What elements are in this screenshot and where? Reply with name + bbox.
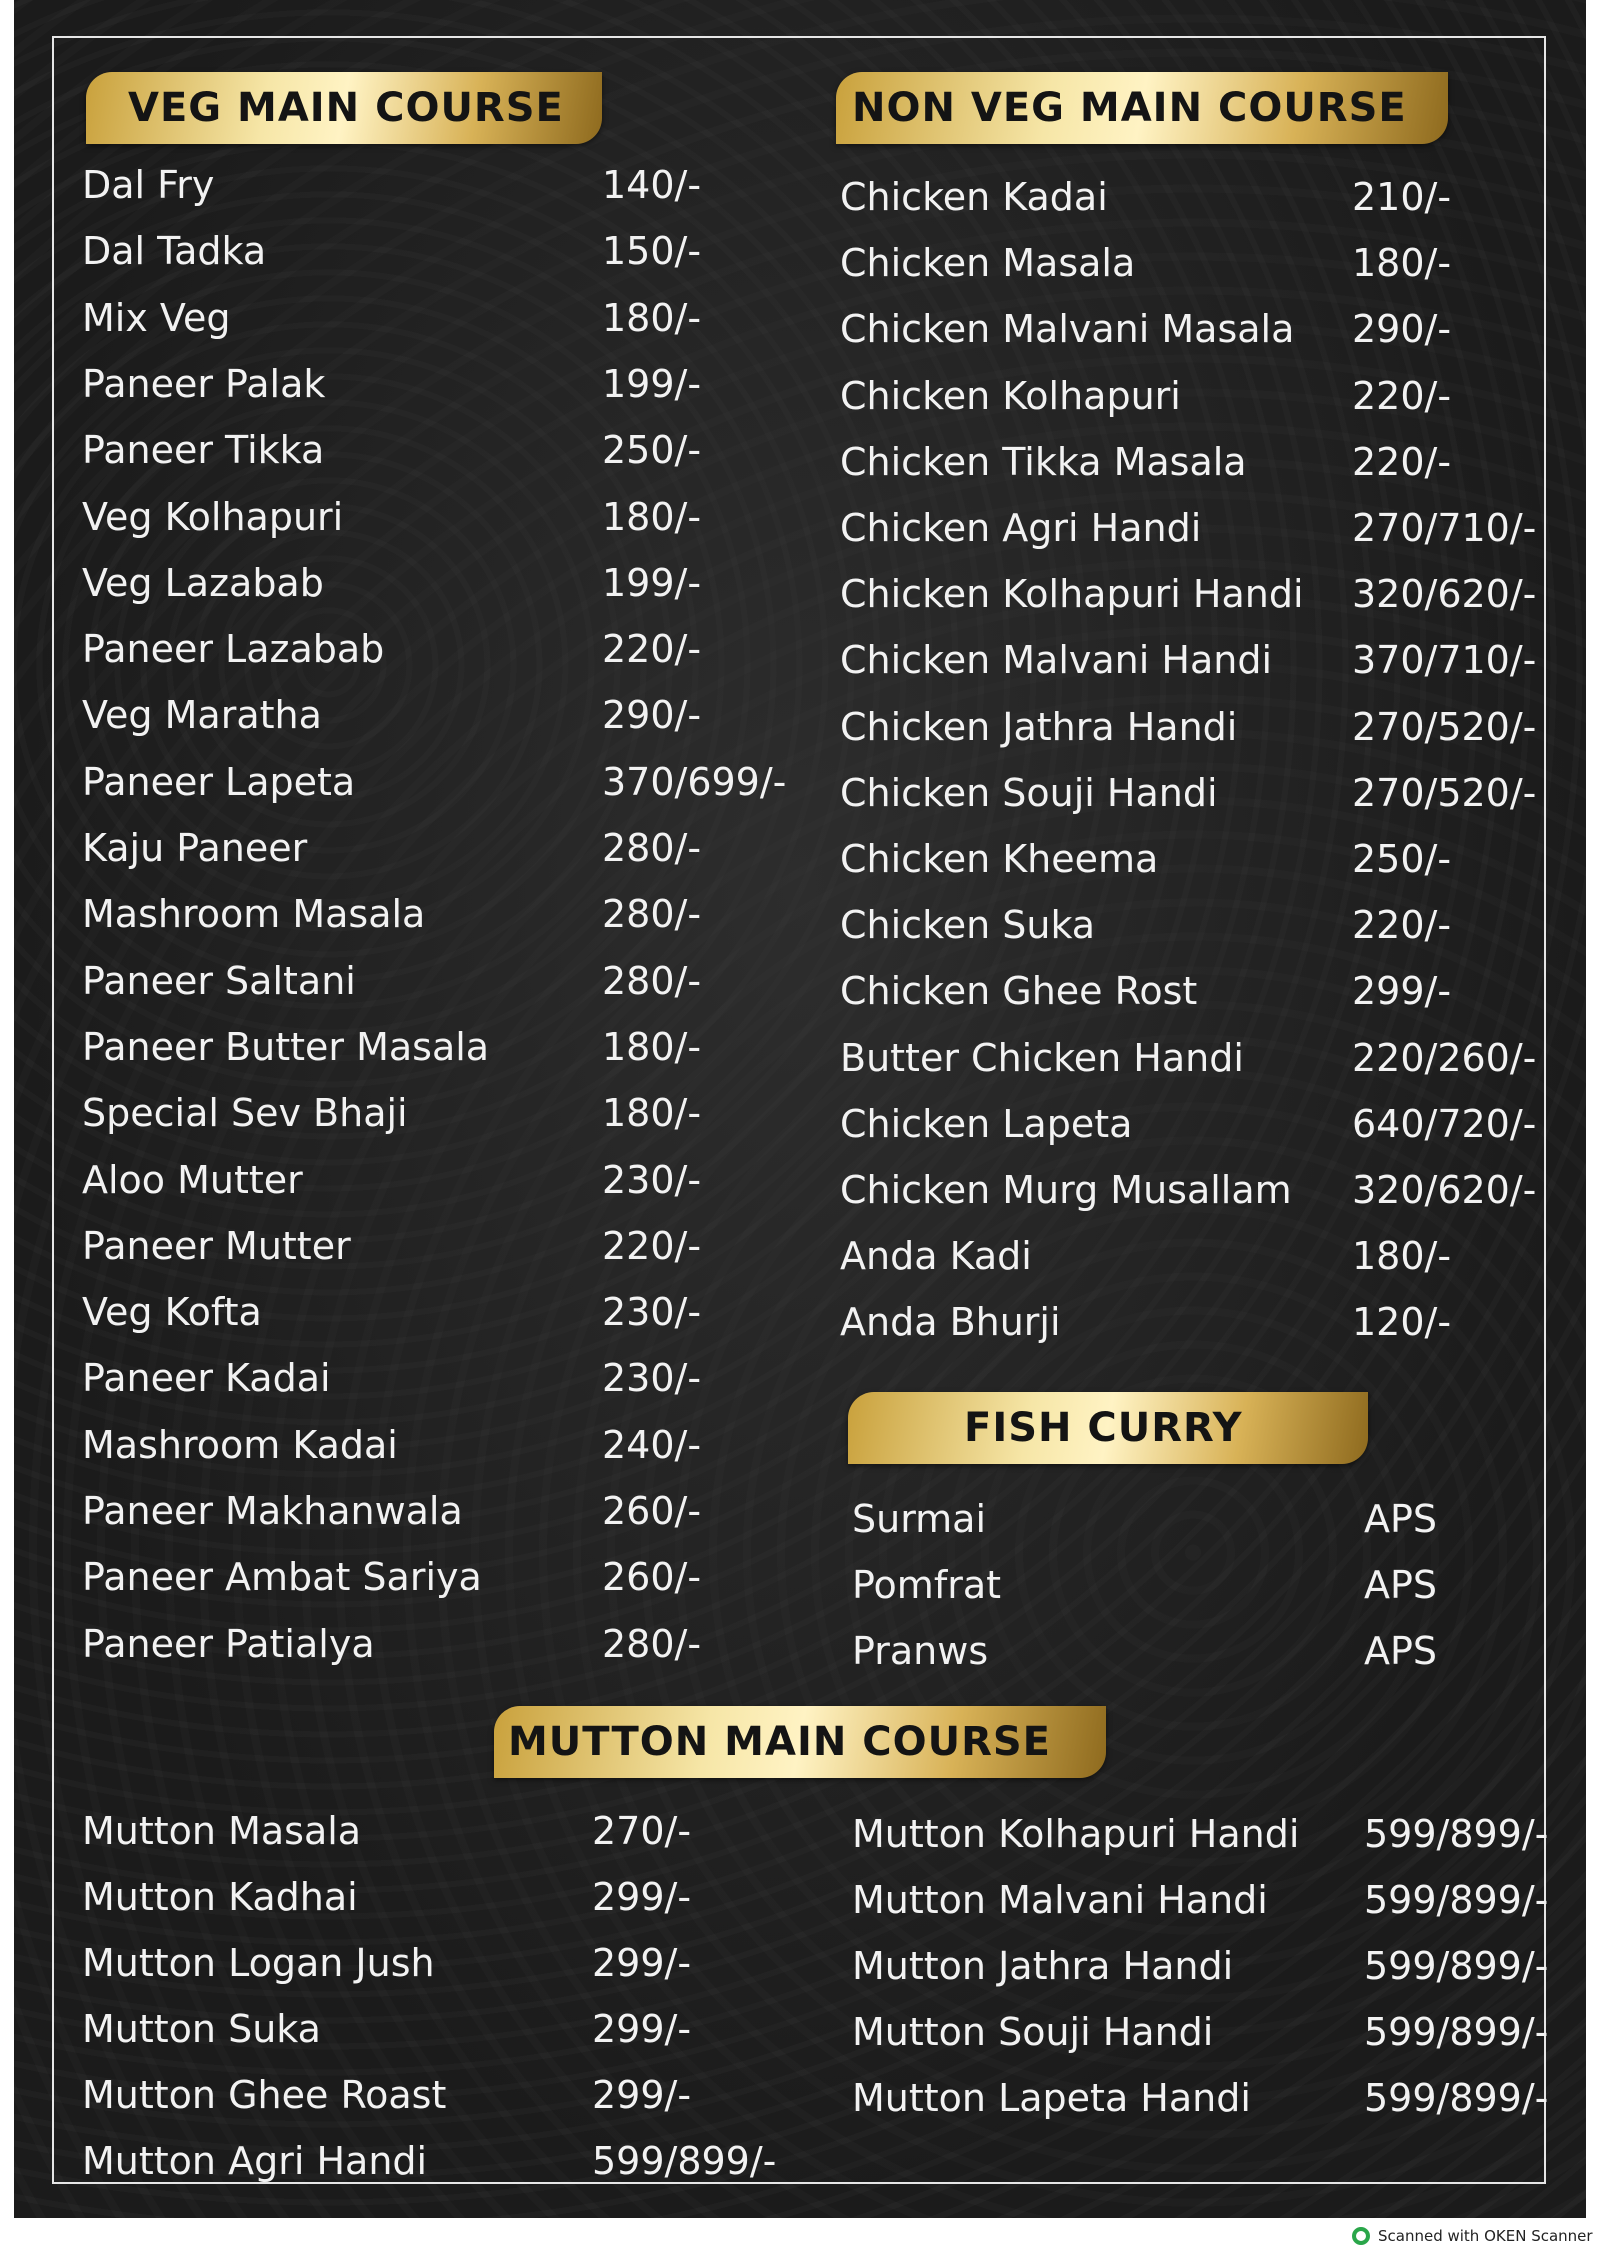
menu-item-price: 270/520/- xyxy=(1352,704,1537,749)
menu-item-name: Mutton Masala xyxy=(82,1809,362,1853)
menu-item-price: 240/- xyxy=(602,1422,702,1467)
menu-item-price: 270/520/- xyxy=(1352,770,1537,815)
menu-item-price: 220/260/- xyxy=(1352,1035,1537,1080)
menu-item-name: Mutton Logan Jush xyxy=(82,1941,435,1985)
menu-item-price: 299/- xyxy=(592,2007,692,2051)
menu-item-price: 230/- xyxy=(602,1290,702,1335)
menu-item-name: Veg Lazabab xyxy=(82,560,324,605)
menu-item-name: Chicken Suka xyxy=(840,903,1096,948)
menu-item-name: Aloo Mutter xyxy=(82,1157,303,1202)
menu-item-price: 220/- xyxy=(1352,439,1452,484)
scanner-footer xyxy=(1352,2227,1593,2245)
fish-title: FISH CURRY xyxy=(964,1405,1243,1451)
nonveg-banner xyxy=(836,72,1448,144)
menu-item-name: Surmai xyxy=(852,1497,987,1541)
menu-item-price: 220/- xyxy=(602,627,702,672)
menu-item-name: Veg Maratha xyxy=(82,693,322,738)
menu-item-price: 599/899/- xyxy=(1364,2076,1549,2120)
menu-item-price: 250/- xyxy=(602,428,702,473)
menu-item-price: 199/- xyxy=(602,361,702,406)
menu-item-price: 180/- xyxy=(602,295,702,340)
menu-item-name: Mutton Jathra Handi xyxy=(852,1944,1234,1988)
menu-item-price: 270/- xyxy=(592,1809,692,1853)
menu-item-price: 599/899/- xyxy=(1364,2010,1549,2054)
menu-item-price: 299/- xyxy=(592,1875,692,1919)
menu-item-name: Veg Kolhapuri xyxy=(82,494,344,539)
menu-item-name: Mutton Souji Handi xyxy=(852,2010,1214,2054)
menu-item-name: Paneer Palak xyxy=(82,361,326,406)
scanner-logo-icon xyxy=(1352,2227,1370,2245)
menu-item-price: 260/- xyxy=(602,1555,702,1600)
menu-item-name: Chicken Souji Handi xyxy=(840,770,1218,815)
menu-item-price: 599/899/- xyxy=(1364,1878,1549,1922)
menu-item-price: 599/899/- xyxy=(592,2139,777,2183)
menu-item-name: Anda Bhurji xyxy=(840,1300,1061,1345)
menu-item-price: 299/- xyxy=(592,1941,692,1985)
menu-item-name: Mutton Ghee Roast xyxy=(82,2073,447,2117)
menu-item-name: Pranws xyxy=(852,1629,989,1673)
fish-banner xyxy=(848,1392,1368,1464)
menu-item-name: Mutton Malvani Handi xyxy=(852,1878,1268,1922)
menu-item-name: Chicken Malvani Masala xyxy=(840,307,1295,352)
menu-item-price: 180/- xyxy=(602,494,702,539)
menu-item-price: 599/899/- xyxy=(1364,1812,1549,1856)
menu-item-price: 180/- xyxy=(1352,1234,1452,1279)
menu-item-price: 180/- xyxy=(602,1024,702,1069)
mutton-title: MUTTON MAIN COURSE xyxy=(508,1719,1051,1765)
menu-item-price: 299/- xyxy=(592,2073,692,2117)
menu-item-price: 199/- xyxy=(602,560,702,605)
menu-item-name: Chicken Kheema xyxy=(840,837,1159,881)
menu-item-name: Paneer Lapeta xyxy=(82,759,356,804)
footer-text: Scanned with OKEN Scanner xyxy=(1378,2227,1593,2245)
menu-item-name: Chicken Jathra Handi xyxy=(840,704,1238,749)
menu-item-price: APS xyxy=(1364,1497,1438,1541)
menu-item-name: Chicken Malvani Handi xyxy=(840,638,1273,683)
menu-item-name: Paneer Saltani xyxy=(82,958,356,1003)
menu-item-name: Mashroom Masala xyxy=(82,892,426,937)
menu-item-price: 280/- xyxy=(602,958,702,1003)
menu-item-price: 250/- xyxy=(1352,837,1452,881)
menu-item-name: Dal Fry xyxy=(82,163,215,207)
menu-item-name: Paneer Makhanwala xyxy=(82,1489,463,1533)
menu-item-name: Dal Tadka xyxy=(82,229,267,274)
menu-item-name: Chicken Agri Handi xyxy=(840,506,1202,550)
menu-item-name: Veg Kofta xyxy=(82,1290,262,1335)
menu-item-price: 180/- xyxy=(602,1091,702,1136)
menu-item-price: 150/- xyxy=(602,229,702,274)
menu-item-name: Chicken Tikka Masala xyxy=(840,439,1247,484)
menu-item-price: 220/- xyxy=(1352,373,1452,418)
menu-item-name: Mutton Agri Handi xyxy=(82,2139,428,2183)
menu-item-name: Paneer Butter Masala xyxy=(82,1024,490,1069)
menu-item-name: Mutton Kadhai xyxy=(82,1875,358,1919)
menu-item-price: 220/- xyxy=(602,1223,702,1268)
menu-item-name: Mutton Suka xyxy=(82,2007,321,2051)
menu-item-name: Chicken Ghee Rost xyxy=(840,969,1198,1014)
veg-title: VEG MAIN COURSE xyxy=(128,85,564,131)
veg-banner xyxy=(86,72,602,144)
menu-item-price: 320/620/- xyxy=(1352,572,1537,617)
menu-item-price: 370/710/- xyxy=(1352,638,1537,683)
menu-item-price: 599/899/- xyxy=(1364,1944,1549,1988)
menu-item-price: 120/- xyxy=(1352,1300,1452,1345)
menu-item-name: Paneer Tikka xyxy=(82,428,325,473)
menu-item-name: Mutton Lapeta Handi xyxy=(852,2076,1251,2120)
menu-item-name: Paneer Mutter xyxy=(82,1223,351,1268)
menu-item-price: 180/- xyxy=(1352,241,1452,286)
menu-item-name: Anda Kadi xyxy=(840,1234,1032,1279)
menu-item-name: Chicken Kolhapuri Handi xyxy=(840,572,1304,617)
menu-item-price: 370/699/- xyxy=(602,759,787,804)
menu-item-name: Chicken Kadai xyxy=(840,175,1108,219)
menu-item-price: 220/- xyxy=(1352,903,1452,948)
menu-item-name: Paneer Lazabab xyxy=(82,627,385,672)
menu-item-name: Paneer Patialya xyxy=(82,1621,375,1666)
menu-item-price: 290/- xyxy=(1352,307,1452,352)
menu-item-name: Mashroom Kadai xyxy=(82,1422,398,1467)
menu-item-name: Chicken Murg Musallam xyxy=(840,1168,1292,1212)
menu-item-name: Paneer Kadai xyxy=(82,1356,331,1401)
menu-item-price: 299/- xyxy=(1352,969,1452,1014)
menu-item-price: 260/- xyxy=(602,1489,702,1533)
menu-item-price: 230/- xyxy=(602,1157,702,1202)
menu-item-name: Mutton Kolhapuri Handi xyxy=(852,1812,1300,1856)
menu-item-name: Mix Veg xyxy=(82,295,231,340)
menu-item-price: 280/- xyxy=(602,826,702,870)
menu-item-name: Butter Chicken Handi xyxy=(840,1035,1244,1080)
menu-item-price: 270/710/- xyxy=(1352,506,1537,550)
menu-item-name: Special Sev Bhaji xyxy=(82,1091,408,1136)
menu-item-price: 640/720/- xyxy=(1352,1101,1537,1146)
menu-item-name: Chicken Kolhapuri xyxy=(840,373,1181,418)
menu-item-price: APS xyxy=(1364,1563,1438,1607)
menu-item-price: 140/- xyxy=(602,163,702,207)
menu-item-name: Chicken Lapeta xyxy=(840,1101,1133,1146)
nonveg-title: NON VEG MAIN COURSE xyxy=(852,85,1407,131)
menu-item-price: 280/- xyxy=(602,1621,702,1666)
menu-item-price: 320/620/- xyxy=(1352,1168,1537,1212)
menu-item-price: 230/- xyxy=(602,1356,702,1401)
menu-item-name: Pomfrat xyxy=(852,1563,1002,1607)
menu-item-name: Kaju Paneer xyxy=(82,826,308,870)
menu-item-price: 210/- xyxy=(1352,175,1452,219)
menu-item-price: APS xyxy=(1364,1629,1438,1673)
mutton-banner xyxy=(494,1706,1106,1778)
menu-item-price: 280/- xyxy=(602,892,702,937)
menu-item-name: Chicken Masala xyxy=(840,241,1136,286)
menu-item-price: 290/- xyxy=(602,693,702,738)
menu-item-name: Paneer Ambat Sariya xyxy=(82,1555,482,1600)
